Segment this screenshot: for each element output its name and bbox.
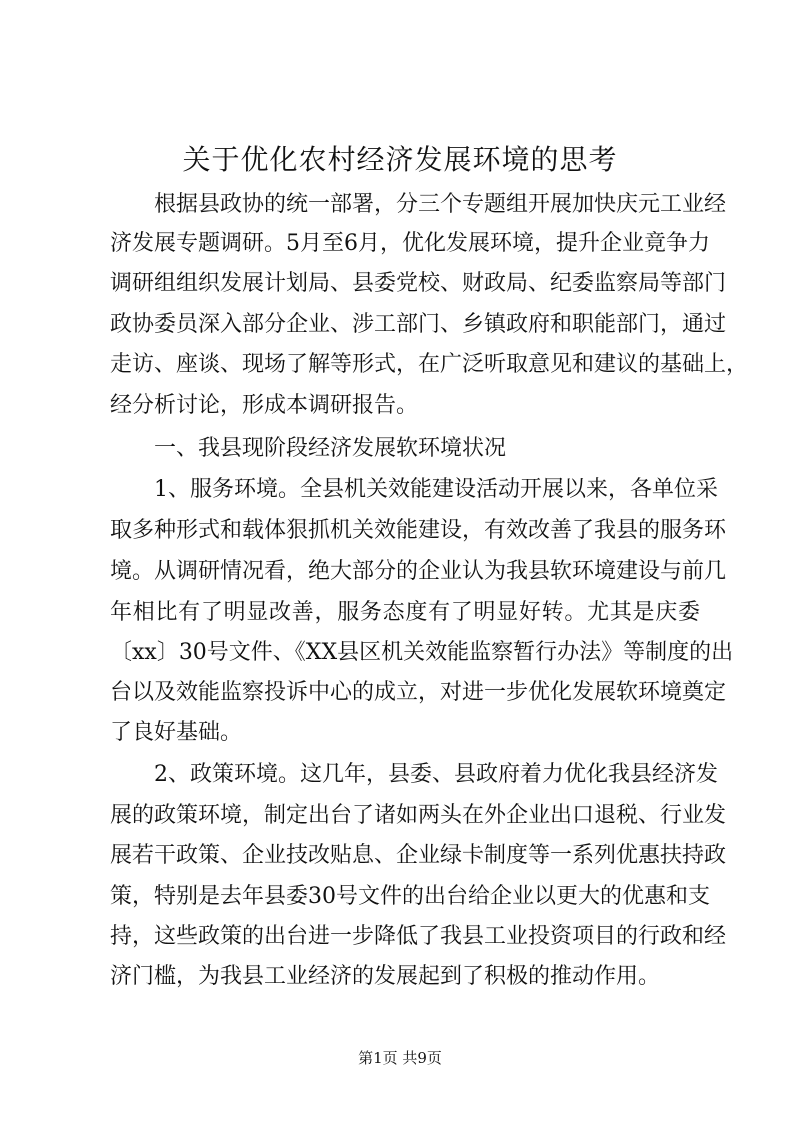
body-line: 策，特别是去年县委30号文件的出台给企业以更大的优惠和支 <box>110 884 710 909</box>
body-line: 境。从调研情况看，绝大部分的企业认为我县软环境建设与前几 <box>110 559 727 584</box>
body-line: 根据县政协的统一部署，分三个专题组开展加快庆元工业经 <box>110 192 727 217</box>
body-line: 济门槛，为我县工业经济的发展起到了积极的推动作用。 <box>110 964 661 989</box>
body-line: 政协委员深入部分企业、涉工部门、乡镇政府和职能部门，通过 <box>110 312 727 337</box>
document-title: 关于优化农村经济发展环境的思考 <box>182 143 618 176</box>
body-line: 1、服务环境。全县机关效能建设活动开展以来，各单位采 <box>110 477 718 502</box>
body-line: 调研组组织发展计划局、县委党校、财政局、纪委监察局等部门 <box>110 271 727 296</box>
body-line: 济发展专题调研。5月至6月，优化发展环境，提升企业竟争力 <box>110 231 710 256</box>
body-line: 经分析讨论，形成本调研报告。 <box>110 393 419 418</box>
body-line: 取多种形式和载体狠抓机关效能建设，有效改善了我县的服务环 <box>110 518 727 543</box>
body-line: 2、政策环境。这几年，县委、县政府着力优化我县经济发 <box>110 762 718 787</box>
body-line: 年相比有了明显改善，服务态度有了明显好转。尤其是庆委 <box>110 600 700 625</box>
body-line: 展的政策环境，制定出台了诸如两头在外企业出口退税、行业发 <box>110 803 727 828</box>
page-footer: 第1页 共9页 <box>358 1049 442 1067</box>
section-heading: 一、我县现阶段经济发展软环境状况 <box>110 436 507 461</box>
body-line: 走访、座谈、现场了解等形式，在广泛听取意见和建议的基础上， <box>110 352 749 377</box>
body-line: 展若干政策、企业技改贴息、企业绿卡制度等一系列优惠扶持政 <box>110 843 727 868</box>
body-line: 持，这些政策的出台进一步降低了我县工业投资项目的行政和经 <box>110 924 727 949</box>
body-line: 了良好基础。 <box>110 720 243 745</box>
body-line: 〔xx〕30号文件、《XX县区机关效能监察暂行办法》等制度的出 <box>110 640 734 665</box>
body-line: 台以及效能监察投诉中心的成立，对进一步优化发展软环境奠定 <box>110 680 727 705</box>
